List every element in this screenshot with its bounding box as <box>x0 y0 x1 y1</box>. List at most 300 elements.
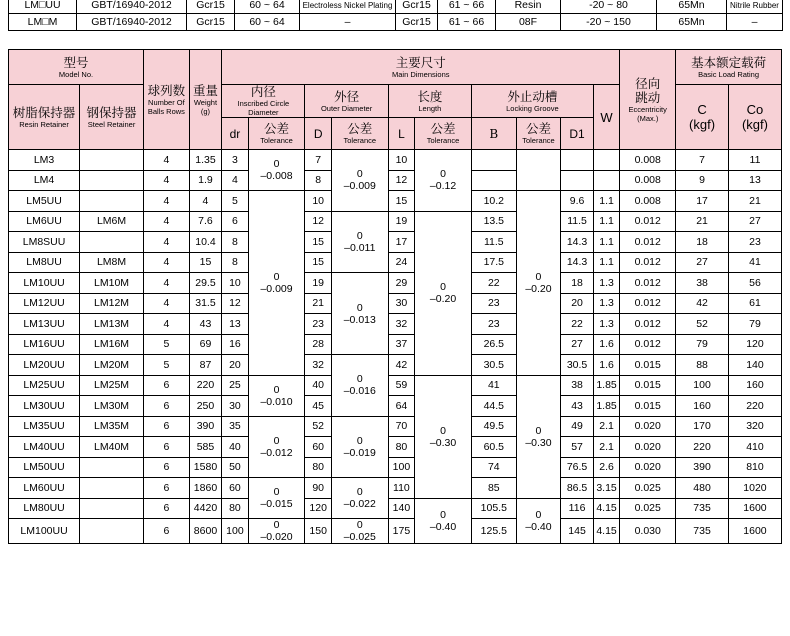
cell-L: 30 <box>388 293 414 314</box>
cell-resin-model: LM60UU <box>9 478 80 499</box>
mat-seal: – <box>727 14 783 31</box>
table-row <box>9 437 782 458</box>
cell-B-tolerance-upper: 0 <box>535 508 542 521</box>
header-L-tol-zh: 公差 <box>430 122 456 136</box>
cell-W: 1.85 <box>593 396 620 417</box>
mat-hardness: 60 ~ 64 <box>235 14 300 31</box>
cell-eccentricity: 0.030 <box>620 519 676 544</box>
header-resin-en: Resin Retainer <box>19 119 69 129</box>
cell-weight: 1860 <box>189 478 221 499</box>
cell-L-tolerance-lower: –0.12 <box>429 180 457 193</box>
cell-L: 24 <box>388 252 414 273</box>
header-steel-en: Steel Retainer <box>87 119 136 129</box>
cell-D-tolerance-lower: –0.025 <box>343 531 376 543</box>
cell-L: 12 <box>388 170 414 191</box>
header-dr <box>222 118 248 150</box>
cell-L: 140 <box>388 498 414 519</box>
cell-Co: 23 <box>728 232 781 253</box>
cell-steel-model <box>80 519 144 544</box>
header-resin-retainer <box>9 85 80 150</box>
cell-D1: 27 <box>561 334 593 355</box>
cell-eccentricity: 0.020 <box>620 457 676 478</box>
cell-steel-model: LM12M <box>80 293 144 314</box>
cell-dr-tolerance <box>248 519 305 544</box>
cell-eccentricity: 0.025 <box>620 478 676 499</box>
cell-dr: 3 <box>222 150 248 171</box>
cell-W: 1.3 <box>593 273 620 294</box>
cell-D: 7 <box>305 150 331 171</box>
cell-C: 27 <box>676 252 729 273</box>
cell-W: 1.1 <box>593 252 620 273</box>
cell-dr: 40 <box>222 437 248 458</box>
cell-L: 175 <box>388 519 414 544</box>
header-inner-en1: Inscribed Circle <box>237 99 290 108</box>
cell-resin-model: LM25UU <box>9 375 80 396</box>
cell-B-tolerance-upper: 0 <box>535 424 542 437</box>
cell-eccentricity: 0.015 <box>620 375 676 396</box>
cell-dr: 10 <box>222 273 248 294</box>
cell-D1: 14.3 <box>561 232 593 253</box>
header-length <box>388 85 471 118</box>
mat-seal: Nitrile Rubber <box>727 0 783 14</box>
cell-steel-model: LM35M <box>80 416 144 437</box>
cell-D-tolerance-upper: 0 <box>356 519 363 531</box>
cell-steel-model: LM8M <box>80 252 144 273</box>
header-main-dimensions <box>222 50 620 85</box>
cell-D1 <box>561 170 593 191</box>
cell-dr-tolerance <box>248 375 305 416</box>
header-outer-diameter <box>305 85 388 118</box>
cell-dr-tolerance-upper: 0 <box>273 158 280 170</box>
cell-steel-model: LM16M <box>80 334 144 355</box>
cell-Co: 410 <box>728 437 781 458</box>
header-outer-en: Outer Diameter <box>320 103 373 113</box>
cell-L: 29 <box>388 273 414 294</box>
cell-B: 41 <box>471 375 516 396</box>
cell-L: 32 <box>388 314 414 335</box>
mat-ball-hardness: 61 ~ 66 <box>438 0 496 14</box>
cell-weight: 390 <box>189 416 221 437</box>
cell-D1: 43 <box>561 396 593 417</box>
cell-balls: 6 <box>144 375 190 396</box>
header-D1-label: D1 <box>569 126 585 141</box>
cell-eccentricity: 0.008 <box>620 150 676 171</box>
cell-B: 23 <box>471 293 516 314</box>
table-row <box>9 375 782 396</box>
cell-Co: 11 <box>728 150 781 171</box>
cell-weight: 250 <box>189 396 221 417</box>
mat-material: Gcr15 <box>187 14 235 31</box>
cell-Co: 810 <box>728 457 781 478</box>
table-row <box>9 478 782 499</box>
cell-W: 1.3 <box>593 314 620 335</box>
cell-L-tolerance-upper: 0 <box>440 508 446 521</box>
cell-weight: 69 <box>189 334 221 355</box>
header-B <box>471 118 516 150</box>
cell-D-tolerance <box>331 355 388 417</box>
cell-D: 45 <box>305 396 331 417</box>
cell-dr-tolerance-upper: 0 <box>273 486 280 498</box>
table-row <box>9 150 782 171</box>
header-outer-zh: 外径 <box>334 89 360 104</box>
cell-D1: 145 <box>561 519 593 544</box>
cell-D-tolerance <box>331 150 388 212</box>
cell-resin-model: LM8SUU <box>9 232 80 253</box>
cell-W: 3.15 <box>593 478 620 499</box>
header-B-tol <box>516 118 561 150</box>
cell-balls: 6 <box>144 396 190 417</box>
cell-D1 <box>561 150 593 171</box>
cell-C: 42 <box>676 293 729 314</box>
cell-Co: 1020 <box>728 478 781 499</box>
cell-B: 11.5 <box>471 232 516 253</box>
material-row <box>9 14 783 31</box>
header-steel-zh: 钢保持器 <box>86 105 137 120</box>
header-eccentricity <box>620 50 676 150</box>
cell-B-tolerance <box>516 191 561 376</box>
cell-L: 64 <box>388 396 414 417</box>
cell-D1: 9.6 <box>561 191 593 212</box>
header-L-tol <box>415 118 472 150</box>
mat-ball-material: Gcr15 <box>396 0 438 14</box>
material-table <box>8 0 783 31</box>
cell-D: 10 <box>305 191 331 212</box>
cell-dr: 20 <box>222 355 248 376</box>
header-weight-en: Weight <box>193 97 218 107</box>
header-c <box>676 85 729 150</box>
mat-ring: 65Mn <box>657 0 727 14</box>
cell-balls: 6 <box>144 478 190 499</box>
header-load-en: Basic Load Rating <box>698 69 759 79</box>
cell-eccentricity: 0.008 <box>620 170 676 191</box>
cell-D: 120 <box>305 498 331 519</box>
cell-D-tolerance <box>331 416 388 478</box>
cell-dr-tolerance <box>248 191 305 376</box>
cell-dr: 8 <box>222 232 248 253</box>
cell-steel-model <box>80 170 144 191</box>
cell-W <box>593 170 620 191</box>
cell-L: 37 <box>388 334 414 355</box>
cell-D: 52 <box>305 416 331 437</box>
mat-retainer: 08F <box>496 14 561 31</box>
header-D-tol-en: Tolerance <box>343 136 377 145</box>
cell-B: 23 <box>471 314 516 335</box>
header-balls-en2: Balls Rows <box>147 106 185 116</box>
cell-dr: 13 <box>222 314 248 335</box>
cell-B: 60.5 <box>471 437 516 458</box>
cell-D-tolerance-upper: 0 <box>356 434 363 447</box>
cell-W: 1.3 <box>593 293 620 314</box>
cell-D: 60 <box>305 437 331 458</box>
header-load-zh: 基本额定载荷 <box>691 55 767 70</box>
cell-weight: 8600 <box>189 519 221 544</box>
cell-steel-model: LM40M <box>80 437 144 458</box>
cell-B-tolerance-lower: –0.30 <box>525 436 552 449</box>
table-row <box>9 273 782 294</box>
header-model-zh: 型号 <box>63 55 89 70</box>
cell-B <box>471 170 516 191</box>
header-ecc-unit: (Max.) <box>637 113 659 123</box>
cell-steel-model <box>80 478 144 499</box>
cell-Co: 1600 <box>728 498 781 519</box>
cell-dr: 100 <box>222 519 248 544</box>
header-resin-zh: 树脂保持器 <box>12 105 76 120</box>
cell-Co: 61 <box>728 293 781 314</box>
cell-dr: 4 <box>222 170 248 191</box>
cell-L-tolerance <box>415 211 472 375</box>
cell-eccentricity: 0.020 <box>620 416 676 437</box>
cell-Co: 140 <box>728 355 781 376</box>
cell-eccentricity: 0.025 <box>620 498 676 519</box>
cell-eccentricity: 0.012 <box>620 314 676 335</box>
header-L <box>388 118 414 150</box>
header-balls-zh: 球列数 <box>147 83 186 98</box>
table-row <box>9 355 782 376</box>
cell-Co: 1600 <box>728 519 781 544</box>
cell-steel-model <box>80 232 144 253</box>
cell-D: 32 <box>305 355 331 376</box>
cell-D1: 22 <box>561 314 593 335</box>
header-weight-unit: (g) <box>200 106 211 116</box>
header-B-tol-zh: 公差 <box>525 122 551 136</box>
cell-Co: 56 <box>728 273 781 294</box>
cell-balls: 4 <box>144 191 190 212</box>
cell-W: 1.85 <box>593 375 620 396</box>
cell-D: 15 <box>305 252 331 273</box>
cell-D-tolerance-lower: –0.013 <box>343 313 376 326</box>
cell-resin-model: LM13UU <box>9 314 80 335</box>
cell-dr-tolerance-lower: –0.015 <box>260 498 293 510</box>
cell-dr: 60 <box>222 478 248 499</box>
cell-B: 26.5 <box>471 334 516 355</box>
mat-ball-material: Gcr15 <box>396 14 438 31</box>
cell-steel-model <box>80 150 144 171</box>
cell-resin-model: LM6UU <box>9 211 80 232</box>
cell-L-tolerance-upper: 0 <box>440 281 446 293</box>
cell-L: 80 <box>388 437 414 458</box>
cell-C: 38 <box>676 273 729 294</box>
header-dr-label: dr <box>229 126 241 141</box>
cell-weight: 4 <box>189 191 221 212</box>
cell-weight: 31.5 <box>189 293 221 314</box>
cell-weight: 7.6 <box>189 211 221 232</box>
header-ecc-en: Eccentricity <box>628 104 667 114</box>
cell-L-tolerance-lower: –0.20 <box>429 293 457 305</box>
header-B-label: B <box>489 126 499 141</box>
cell-weight: 15 <box>189 252 221 273</box>
spec-table-body <box>9 150 782 544</box>
spec-table <box>8 49 782 544</box>
cell-C: 220 <box>676 437 729 458</box>
cell-B: 125.5 <box>471 519 516 544</box>
table-row <box>9 211 782 232</box>
cell-resin-model: LM4 <box>9 170 80 191</box>
cell-D: 40 <box>305 375 331 396</box>
cell-C: 170 <box>676 416 729 437</box>
cell-balls: 4 <box>144 293 190 314</box>
cell-weight: 87 <box>189 355 221 376</box>
cell-C: 17 <box>676 191 729 212</box>
cell-W: 1.1 <box>593 191 620 212</box>
header-groove-en: Locking Groove <box>506 103 559 113</box>
cell-balls: 4 <box>144 170 190 191</box>
table-row <box>9 334 782 355</box>
cell-B-tolerance-lower: –0.40 <box>525 520 552 533</box>
cell-L-tolerance-lower: –0.40 <box>429 520 457 533</box>
header-c-unit: (kgf) <box>689 117 716 132</box>
cell-weight: 1580 <box>189 457 221 478</box>
cell-steel-model: LM25M <box>80 375 144 396</box>
cell-D-tolerance-lower: –0.016 <box>343 385 376 398</box>
cell-D-tolerance-lower: –0.022 <box>343 498 376 510</box>
cell-L-tolerance <box>415 375 472 498</box>
table-row <box>9 191 782 212</box>
cell-B <box>471 150 516 171</box>
cell-L: 15 <box>388 191 414 212</box>
cell-resin-model: LM10UU <box>9 273 80 294</box>
cell-dr-tolerance-lower: –0.008 <box>260 170 293 182</box>
cell-steel-model: LM10M <box>80 273 144 294</box>
header-dr-tol-zh: 公差 <box>264 122 290 136</box>
cell-D1: 11.5 <box>561 211 593 232</box>
cell-D-tolerance-upper: 0 <box>356 486 363 498</box>
cell-weight: 43 <box>189 314 221 335</box>
cell-D-tolerance <box>331 273 388 355</box>
header-weight-zh: 重量 <box>192 83 218 98</box>
cell-Co: 27 <box>728 211 781 232</box>
cell-eccentricity: 0.012 <box>620 293 676 314</box>
cell-balls: 4 <box>144 211 190 232</box>
cell-C: 79 <box>676 334 729 355</box>
header-model-en: Model No. <box>58 69 94 79</box>
header-c-label: C <box>697 102 707 117</box>
header-inner-zh: 内径 <box>250 85 276 99</box>
cell-dr-tolerance <box>248 416 305 478</box>
cell-resin-model: LM12UU <box>9 293 80 314</box>
cell-steel-model: LM20M <box>80 355 144 376</box>
cell-D: 23 <box>305 314 331 335</box>
cell-resin-model: LM3 <box>9 150 80 171</box>
cell-D-tolerance-lower: –0.009 <box>343 180 376 193</box>
mat-model: LM□UU <box>9 0 77 14</box>
cell-L-tolerance <box>415 150 472 212</box>
cell-resin-model: LM100UU <box>9 519 80 544</box>
header-L-tol-en: Tolerance <box>426 136 460 145</box>
header-D1 <box>561 118 593 150</box>
table-row <box>9 457 782 478</box>
cell-resin-model: LM5UU <box>9 191 80 212</box>
mat-surface: Electroless Nickel Plating <box>300 0 396 14</box>
cell-eccentricity: 0.015 <box>620 396 676 417</box>
cell-eccentricity: 0.012 <box>620 252 676 273</box>
cell-dr: 5 <box>222 191 248 212</box>
mat-surface: – <box>300 14 396 31</box>
cell-L-tolerance <box>415 498 472 544</box>
header-D-tol <box>331 118 388 150</box>
table-row <box>9 314 782 335</box>
header-length-zh: 长度 <box>417 89 443 104</box>
cell-weight: 220 <box>189 375 221 396</box>
cell-D: 90 <box>305 478 331 499</box>
cell-eccentricity: 0.015 <box>620 355 676 376</box>
cell-D1: 18 <box>561 273 593 294</box>
header-w-label: W <box>600 109 613 125</box>
cell-B: 44.5 <box>471 396 516 417</box>
header-co-unit: (kgf) <box>741 117 768 132</box>
cell-dr: 35 <box>222 416 248 437</box>
cell-L: 17 <box>388 232 414 253</box>
cell-steel-model: LM30M <box>80 396 144 417</box>
cell-W: 2.1 <box>593 416 620 437</box>
cell-dr-tolerance-lower: –0.009 <box>260 282 293 295</box>
table-row <box>9 252 782 273</box>
cell-steel-model <box>80 498 144 519</box>
cell-D: 15 <box>305 232 331 253</box>
mat-model: LM□M <box>9 14 77 31</box>
cell-W: 2.1 <box>593 437 620 458</box>
cell-balls: 5 <box>144 334 190 355</box>
header-length-en: Length <box>418 103 442 113</box>
cell-D1: 86.5 <box>561 478 593 499</box>
header-w <box>593 85 620 150</box>
cell-resin-model: LM16UU <box>9 334 80 355</box>
cell-weight: 4420 <box>189 498 221 519</box>
cell-dr-tolerance-upper: 0 <box>273 519 280 531</box>
cell-weight: 29.5 <box>189 273 221 294</box>
cell-dr: 80 <box>222 498 248 519</box>
cell-dr-tolerance-lower: –0.010 <box>260 395 293 408</box>
cell-B: 22 <box>471 273 516 294</box>
cell-D: 19 <box>305 273 331 294</box>
cell-B: 74 <box>471 457 516 478</box>
header-L-label: L <box>398 126 405 141</box>
header-locking-groove <box>471 85 593 118</box>
cell-dr: 30 <box>222 396 248 417</box>
cell-W: 1.1 <box>593 211 620 232</box>
cell-C: 21 <box>676 211 729 232</box>
cell-B: 30.5 <box>471 355 516 376</box>
cell-B: 49.5 <box>471 416 516 437</box>
cell-Co: 79 <box>728 314 781 335</box>
cell-balls: 6 <box>144 416 190 437</box>
cell-balls: 6 <box>144 519 190 544</box>
cell-C: 480 <box>676 478 729 499</box>
table-row <box>9 232 782 253</box>
cell-eccentricity: 0.012 <box>620 273 676 294</box>
cell-L: 110 <box>388 478 414 499</box>
header-inner-en2: Diameter <box>248 108 279 117</box>
cell-dr-tolerance-lower: –0.012 <box>260 446 293 459</box>
cell-eccentricity: 0.012 <box>620 211 676 232</box>
mat-temp: -20 ~ 80 <box>561 0 657 14</box>
cell-resin-model: LM35UU <box>9 416 80 437</box>
cell-eccentricity: 0.020 <box>620 437 676 458</box>
cell-D1: 30.5 <box>561 355 593 376</box>
cell-L: 10 <box>388 150 414 171</box>
cell-C: 9 <box>676 170 729 191</box>
cell-weight: 10.4 <box>189 232 221 253</box>
cell-W: 1.6 <box>593 355 620 376</box>
cell-W: 2.6 <box>593 457 620 478</box>
header-balls <box>144 50 190 150</box>
cell-L: 42 <box>388 355 414 376</box>
cell-dr: 12 <box>222 293 248 314</box>
table-row <box>9 498 782 519</box>
cell-D-tolerance-upper: 0 <box>356 229 363 242</box>
header-weight <box>189 50 221 150</box>
cell-B: 13.5 <box>471 211 516 232</box>
header-ecc-zh1: 径向 <box>635 76 661 91</box>
